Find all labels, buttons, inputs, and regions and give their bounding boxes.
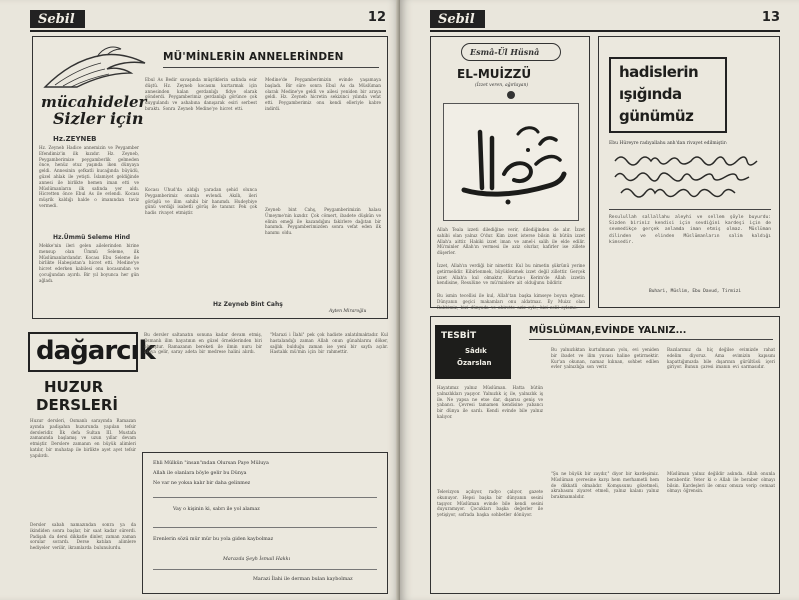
hadis-intro: Ebu Hüreyre radıyallahu anh'dan rivayet edilmiştir:: [609, 141, 728, 146]
mothers-body-5: Kocası Uhud'da aldığı yaradan şehid olunca Peygamberimiz onunla evlendi. Akıllı, ileri görüşlü ve ilim sahibi bir hanımdı. Hudeybiye günü verdiği isabetli görüş ile tanınır. Pek çok hadis rivayet etmiştir.: [145, 187, 257, 216]
muslim-body-3: Bu yalnızlıktan kurtulmanın yolu, evi yeniden bir ibadet ve ilim yuvası haline getirmektir. Kur'an okunan, namaz kılınan, sohbet edilen evler yalnızlığa son verir.: [551, 347, 659, 370]
subtitle-zeyneb-bint-cahs: Hz Zeyneb Bint Cahş: [213, 301, 283, 308]
esma-body-3: Bu ismin tecellisi ile kul, Allah'tan başka kimseye boyun eğmez. Dünyanın geçici makamları onu aldatmaz. Ey Muizz olan Rabbimiz, bizi dünyada ve ahirette aziz eyle, bizi zelil eyleme.: [437, 293, 585, 310]
muslim-body-2: Televizyon açılıyor, radyo çalıyor, gazete okunuyor. Hepsi başka bir dünyanın sesini taşıyor. Müslüman evinde bile kendi sesini duyuramıyor. Çocukları başka değerler ile yetişiyor, sofrada başka sohbetler dönüyor.: [437, 489, 543, 518]
muslim-article-box: [430, 316, 780, 594]
muizz-calligraphy-icon: [444, 104, 578, 220]
mothers-body-6: Zeyneb bint Cahş, Peygamberimizin halası Ümeyme'nin kızıdır. Çok cömert, ibadete düşkün ve elinin emeği ile kazandığını fakirlere dağıtan bir hanımdı. Peygamberimizden sonra vefat eden ilk hanımı oldu.: [265, 207, 381, 236]
page-number: 12: [367, 10, 386, 25]
muslim-body-5: Bazılarımız da hiç değilse evimizde rahat edelim diyoruz. Ama evimizin kapısını kapattığımızda bile dışarının gürültüsü içeri giriyor. Bunun çaresi imanın evi sarmasıdır.: [667, 347, 775, 370]
author-last-name: Özarslan: [457, 359, 492, 367]
poem-line-4: Vay o kişinin ki, sabrı ile yol alamaz: [173, 507, 260, 512]
huzur-title: HUZUR: [44, 378, 104, 396]
poem-rule-2: [153, 527, 377, 528]
hadis-title-box: [609, 57, 727, 133]
arabic-script-icon: [611, 149, 769, 201]
poem-line-1: Ehli Mülkün "insan"ından Olursan Paye Müluya: [153, 461, 269, 466]
subtitle-zeyneb: Hz.ZEYNEB: [53, 135, 97, 143]
left-page-header: [30, 10, 386, 32]
dersleri-title: DERSLERİ: [36, 396, 118, 414]
poem-line-5: Erenlerin sözü mür mür bu yola giden kaybolmaz: [153, 537, 274, 542]
mothers-body-4: Mekke'nin ileri gelen ailelerinden birine mensup olan Ümmü Seleme, ilk Müslümanlardandır. Kocası Ebu Seleme ile birlikte Habeşistan'a hicret etti. Medine'ye hicret ederken kabilesi onu kocasından ve çocuğundan ayırdı. Bir yıl boyunca her gün ağladı.: [39, 243, 139, 283]
mothers-body-2: Ebul As Bedir savaşında müşriklerin safında esir düştü. Hz. Zeyneb kocasını kurtarmak için annesinden kalan gerdanlığı fidye olarak gönderdi. Peygamberimiz gerdanlığı görünce çok duygulandı ve ashabına danışarak esiri serbest bıraktı. Sonra Zeyneb Medine'ye hicret etti.: [145, 77, 257, 111]
dagarcik-body-1: Huzur dersleri, Osmanlı sarayında Ramazan ayında padişahın huzurunda yapılan tefsir dersleridir. İlk defa Sultan III. Mustafa zamanında başlamış ve uzun yıllar devam etmiştir. Derslere zamanın en büyük alimleri katılır, bir muhatap ile birlikte ayet ayet tefsir yapılırdı.: [30, 418, 136, 458]
arabic-hadith-text: [611, 149, 769, 201]
magazine-name: Sebil: [30, 10, 85, 28]
page-number-right: 13: [761, 10, 780, 25]
poem-rule-1: [153, 497, 377, 498]
subtitle-ummu-seleme: Hz.Ümmü Seleme Hind: [53, 234, 131, 241]
poem-line-2: Allah ile olanlara böyle gelir bu Dünya: [153, 471, 247, 476]
esma-subtitle: (İzzet veren, ağırlayan): [475, 83, 529, 88]
title-rule: [163, 67, 379, 68]
esma-label: Esmâ-Ül Hüsnâ: [470, 47, 540, 57]
mothers-article: [32, 36, 388, 319]
hadis-title-2: ışığında: [619, 85, 682, 103]
dagarcik-body-4: "Marazi i İlahi" pek çok hadiste anlatılmaktadır. Kul hastalandığı zaman Allah onun günahlarını döker, sağlık bulduğu zaman ise yeni bir sayfa açılır. Hastalık mü'min için bir rahmettir.: [270, 332, 388, 355]
esma-body-2: İzzet, Allah'ın verdiği bir nimettir. Kul bu nimetin şükrünü yerine getirmelidir. Kibirlenmek, büyüklenmek izzet değil zillettir. Gerçek izzet Allah'a kul olmaktır. Kur'an-ı Kerim'de Allah izzetin kendisine, Resulüne ve mü'minlere ait olduğunu bildirir.: [437, 263, 585, 286]
hadis-translation: Resulullah sallallahu aleyhi ve sellem şöyle buyurdu: Sizden biriniz kendisi için sevdiğini kardeşi için de sevmedikçe gerçek anlamda iman etmiş olmaz. Müslüman dilinden ve elinden Müslümanların salim kaldığı kimsedir.: [609, 215, 771, 245]
right-page: [400, 0, 799, 600]
section-logo-line1: mücahideler: [41, 93, 147, 111]
magazine-name-right: Sebil: [430, 10, 485, 28]
poem-box: [142, 452, 388, 594]
poem-line-6: Marazi İlahi ile derman bulan kaybolmaz: [253, 577, 353, 582]
muslim-body-6: Müslüman yalnız değildir aslında. Allah onunla beraberdir. Yeter ki o Allah ile beraber olmayı bilsin. Kardeşleri ile omuz omuza verip cemaat olmayı öğrensin.: [667, 471, 775, 494]
muslim-article-title: MÜSLÜMAN,EVİNDE YALNIZ...: [529, 325, 687, 336]
tesbit-label: TESBİT: [441, 331, 477, 341]
hadis-box: [598, 36, 780, 308]
tesbit-label-box: [435, 325, 511, 379]
hadis-title-1: hadislerin: [619, 63, 699, 81]
article-author: Ayten Miraroğlu: [329, 309, 367, 314]
right-page-header: [430, 10, 780, 32]
calligraphy-frame: [443, 103, 579, 221]
section-logo-line2: Sizler için: [53, 109, 144, 128]
hadis-rule: [609, 209, 771, 210]
mothers-body-1: Hz. Zeyneb Hadice annemizin ve Peygamber Efendimiz'in ilk kızıdır. Hz. Zeyneb, Peygamberimize peygamberlik gelmeden önce, henüz otuz yaşında iken dünyaya geldi. Annesinin şefkatli kucağında büyüdü, güzel ahlak ile yetişti. İslamiyet geldiğinde annesi ile birlikte hemen iman etti ve Müslümanların ilk safında yer aldı. Hicretten önce Ebul As ile evlendi. Kocası müşrik kaldığı halde o imanından taviz vermedi.: [39, 145, 139, 208]
esma-title: EL-MUİZZÜ: [457, 67, 532, 81]
author-first-name: Sâdık: [465, 347, 487, 355]
muslim-body-4: "Şu ne büyük bir zaydır," diyor bir kardeşimiz. Müslüman çevresine karşı hem merhametli hem de dikkatli olmalıdır. Komşusunu gözetmeli, akrabasını ziyaret etmeli, yalnız kalanı yalnız bırakmamalıdır.: [551, 471, 659, 500]
poem-line-3: Ne var ne yoksa kalır bir daha gelinmez: [153, 481, 251, 486]
dagarcik-label: dağarcık: [36, 336, 155, 366]
esma-body-1: Allah Teala izzeti dilediğine verir, dilediğinden de alır. İzzet sahibi olan yalnız O'dur. Kim izzet isterse bilsin ki bütün izzet Allah'a aittir. Hakiki izzet iman ve amel-i salih ile elde edilir. Mü'minler Allah'ın vermesi ile aziz olurlar, kafirler ise zillete düşerler.: [437, 227, 585, 256]
esma-ul-husna-box: [430, 36, 590, 308]
hadis-title-3: günümüz: [619, 107, 694, 125]
dagarcik-body-2: Dersler sabah namazından sonra ya da ikindiden sonra başlar, bir saat kadar sürerdi. Padişah da dersi dikkatle dinler, zaman zaman sorular sorardı. Derse katılan alimlere hediyeler verilir, ikramlarda bulunulurdu.: [30, 522, 136, 551]
bird-wave-icon: [41, 41, 149, 93]
calligraphy-medallion-icon: [507, 91, 515, 99]
hadis-source: Buhari, Müslim, Ebu Davud, Tirmizi: [649, 289, 742, 294]
mothers-body-3: Medine'de Peygamberimizin evinde yaşamaya başladı. Bir süre sonra Ebul As da Müslüman olarak Medine'ye geldi ve ailesi yeniden bir araya geldi. Hz. Zeyneb hicretin sekizinci yılında vefat etti. Peygamberimiz onu kendi elleriyle kabre indirdi.: [265, 77, 381, 111]
poem-rule-3: [153, 569, 377, 570]
muslim-title-rule: [529, 339, 773, 340]
poem-author: Marazda Şeyh İsmail Hakkı: [223, 557, 291, 562]
dagarcik-label-box: [28, 332, 155, 372]
esma-label-box: [461, 43, 561, 61]
muslim-body-1: Hayatımız yalnız Müslüman. Hatta bütün yalnızlıkları yaşıyor. Yalnızlık iç ile, yalnızlık iş ile. Ne yapsa ne etse dar, dışarısı geniş ve yabancı. Çevresi tamamen kendisine yabancı bir dünya ile sarılı. Kendi evinde bile yalnız kalıyor.: [437, 385, 543, 419]
dagarcik-body-3: Bu dersler saltanatın sonuna kadar devam etmiş, Osmanlı ilim hayatının en güzel örneklerinden biri olmuştur. Ramazanın bereketi ile ilmin nuru bir araya gelir, saray adeta bir medrese halini alırdı.: [144, 332, 262, 355]
article-title: MÜ'MİNLERİN ANNELERİNDEN: [163, 51, 344, 63]
